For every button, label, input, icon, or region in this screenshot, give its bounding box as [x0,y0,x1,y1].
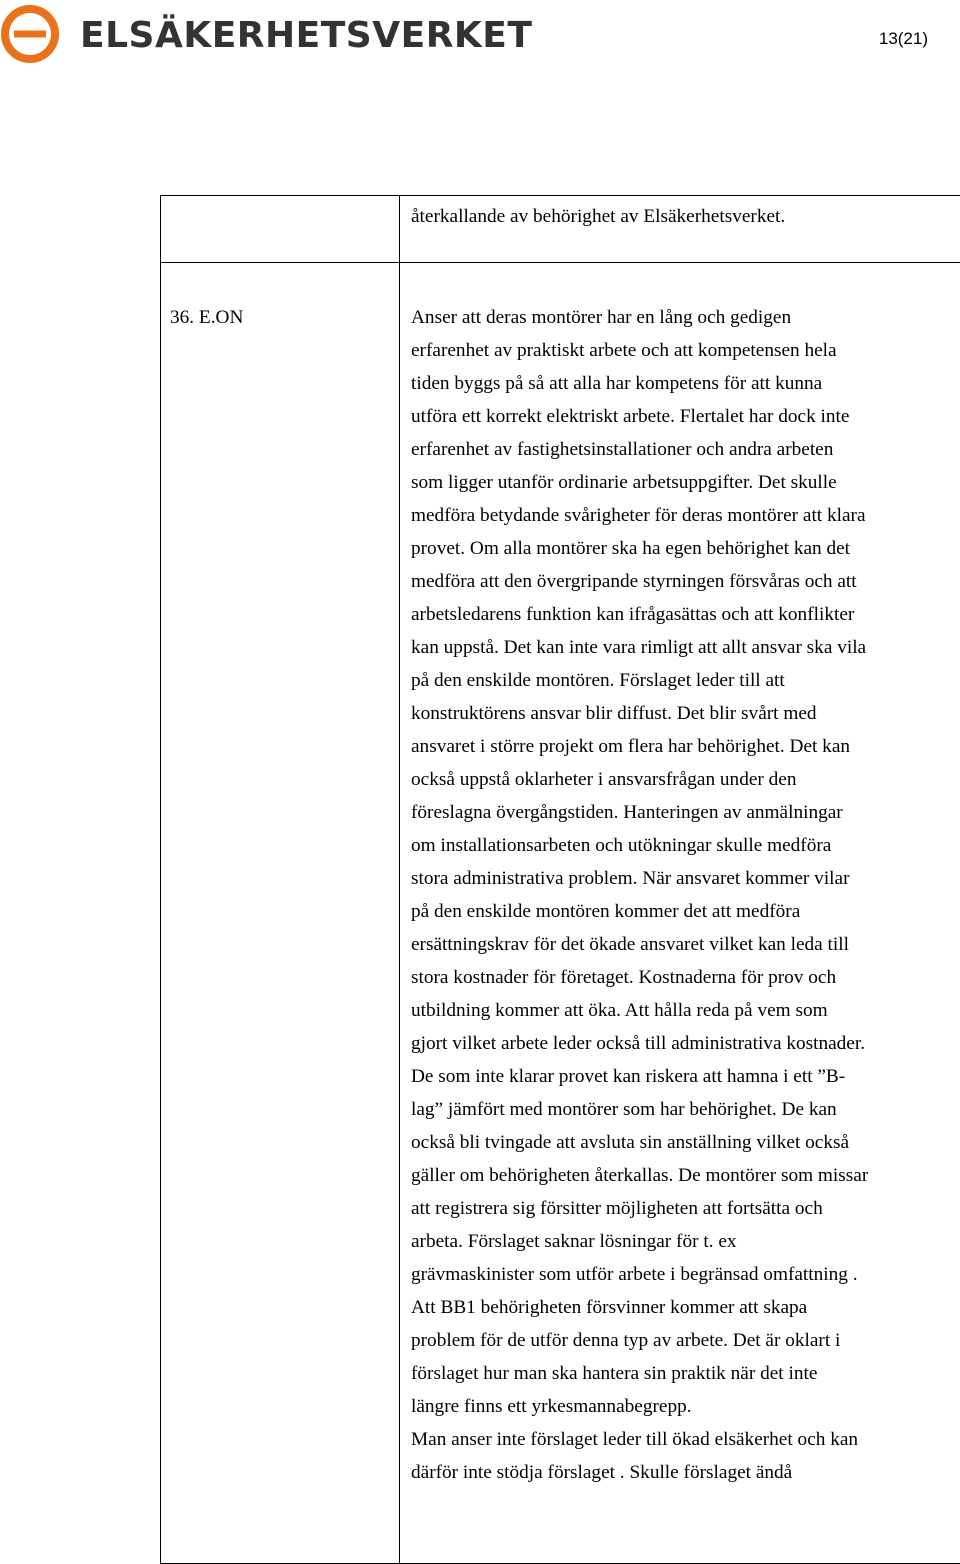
comment-line: lag” jämfört med montörer som har behörighet. De kan [411,1093,960,1126]
organisation-name: 36. E.ON [161,263,399,334]
comment-line: gjort vilket arbete leder också till administrativa kostnader. [411,1027,960,1060]
comment-line: Man anser inte förslaget leder till ökad elsäkerhet och kan [411,1423,960,1456]
comment-line: kan uppstå. Det kan inte vara rimligt att allt ansvar ska vila [411,631,960,664]
comment-line: också bli tvingade att avsluta sin anställning vilket också [411,1126,960,1159]
comment-line: återkallande av behörighet av Elsäkerhetsverket. [411,200,960,233]
organisation-name [161,196,399,200]
remissvar-table [160,195,960,1564]
comment-line: därför inte stödja förslaget . Skulle förslaget ändå [411,1456,960,1489]
logo-wordmark: ELSÄKERHETSVERKET [80,12,532,60]
comment-line: medföra att den övergripande styrningen försvåras och att [411,565,960,598]
comment-line: arbeta. Förslaget saknar lösningar för t. ex [411,1225,960,1258]
organisation-cell [161,263,400,1564]
comment-cell [400,263,960,1564]
comment-line: utbildning kommer att öka. Att hålla reda på vem som [411,994,960,1027]
page-number: 13(21) [879,29,928,49]
elsakerhetsverket-logo-icon [0,4,60,64]
comment-line: Att BB1 behörigheten försvinner kommer att skapa [411,1291,960,1324]
table-row [161,196,960,263]
comment-text [400,196,960,233]
comment-line: som ligger utanför ordinarie arbetsuppgifter. Det skulle [411,466,960,499]
comment-cell [400,196,960,263]
comment-line: på den enskilde montören. Förslaget leder till att [411,664,960,697]
comment-line: tiden byggs på så att alla har kompetens för att kunna [411,367,960,400]
comment-line: arbetsledarens funktion kan ifrågasättas och att konflikter [411,598,960,631]
comment-line: längre finns ett yrkesmannabegrepp. [411,1390,960,1423]
comment-line: ersättningskrav för det ökade ansvaret vilket kan leda till [411,928,960,961]
comment-line: grävmaskinister som utför arbete i begränsad omfattning . [411,1258,960,1291]
comment-line: konstruktörens ansvar blir diffust. Det blir svårt med [411,697,960,730]
comment-line: förslaget hur man ska hantera sin praktik när det inte [411,1357,960,1390]
comment-line: gäller om behörigheten återkallas. De montörer som missar [411,1159,960,1192]
comment-line: medföra betydande svårigheter för deras montörer att klara [411,499,960,532]
comment-line: föreslagna övergångstiden. Hanteringen av anmälningar [411,796,960,829]
table-row [161,263,960,1564]
comment-line: problem för de utför denna typ av arbete. Det är oklart i [411,1324,960,1357]
page-header [0,0,960,80]
comment-line: att registrera sig försitter möjligheten att fortsätta och [411,1192,960,1225]
comment-line: stora administrativa problem. När ansvaret kommer vilar [411,862,960,895]
comment-line: provet. Om alla montörer ska ha egen behörighet kan det [411,532,960,565]
comment-line: stora kostnader för företaget. Kostnaderna för prov och [411,961,960,994]
comment-line: på den enskilde montören kommer det att medföra [411,895,960,928]
comment-text [400,263,960,1489]
comment-line: Anser att deras montörer har en lång och gedigen [411,301,960,334]
comment-line: också uppstå oklarheter i ansvarsfrågan under den [411,763,960,796]
comment-line: De som inte klarar provet kan riskera att hamna i ett ”B- [411,1060,960,1093]
comment-line: utföra ett korrekt elektriskt arbete. Flertalet har dock inte [411,400,960,433]
comment-line: ansvaret i större projekt om flera har behörighet. Det kan [411,730,960,763]
comment-line: om installationsarbeten och utökningar skulle medföra [411,829,960,862]
comment-line: erfarenhet av fastighetsinstallationer och andra arbeten [411,433,960,466]
organisation-cell [161,196,400,263]
comment-line: erfarenhet av praktiskt arbete och att kompetensen hela [411,334,960,367]
